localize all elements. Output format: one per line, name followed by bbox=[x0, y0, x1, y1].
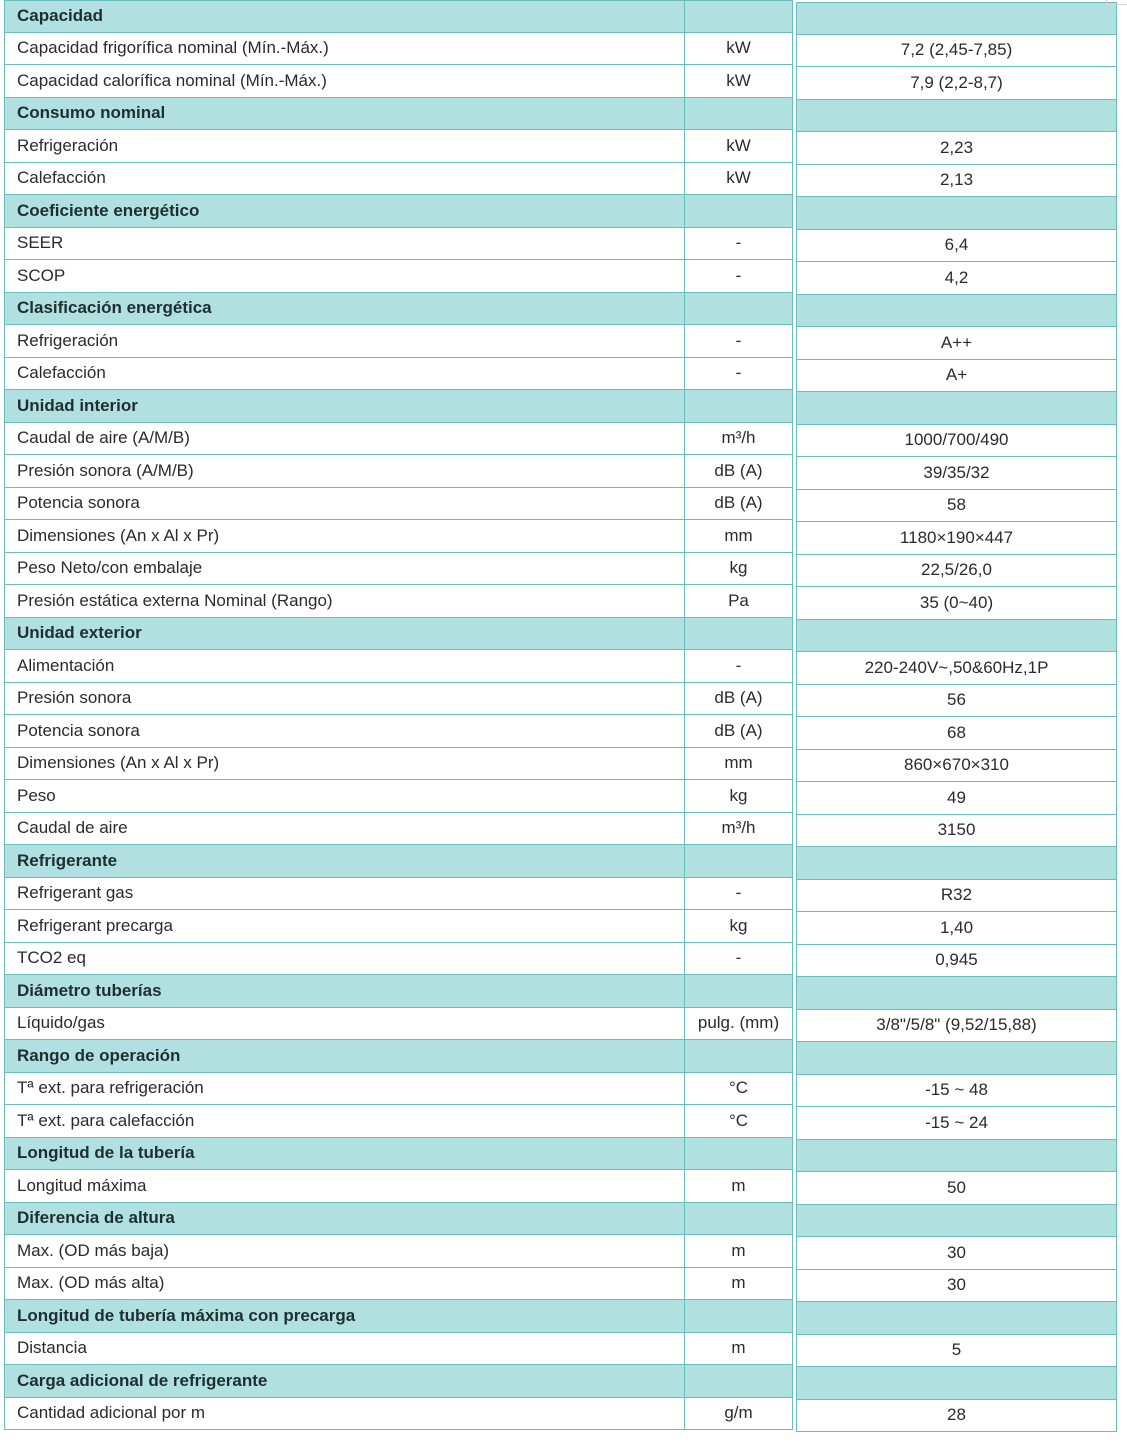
spec-unit bbox=[684, 1040, 793, 1073]
spec-value: 28 bbox=[796, 1400, 1117, 1433]
spec-unit: m bbox=[684, 1268, 793, 1301]
spec-row bbox=[0, 1008, 1127, 1041]
spec-row bbox=[0, 358, 1127, 391]
spec-value bbox=[796, 1140, 1117, 1173]
spec-unit: mm bbox=[684, 748, 793, 781]
section-header-row bbox=[0, 975, 1127, 1008]
spec-unit bbox=[684, 293, 793, 326]
spec-value bbox=[796, 977, 1117, 1010]
spec-row bbox=[0, 163, 1127, 196]
spec-label: Presión estática externa Nominal (Rango) bbox=[4, 585, 684, 618]
spec-value: -15 ~ 24 bbox=[796, 1107, 1117, 1140]
section-title: Consumo nominal bbox=[4, 98, 684, 131]
spec-value: 7,9 (2,2-8,7) bbox=[796, 67, 1117, 100]
spec-row bbox=[0, 260, 1127, 293]
spec-value: 3150 bbox=[796, 815, 1117, 848]
spec-value: 39/35/32 bbox=[796, 457, 1117, 490]
spec-label: Dimensiones (An x Al x Pr) bbox=[4, 748, 684, 781]
spec-unit: dB (A) bbox=[684, 683, 793, 716]
spec-unit: dB (A) bbox=[684, 455, 793, 488]
spec-value: 7,2 (2,45-7,85) bbox=[796, 35, 1117, 68]
section-title: Longitud de la tubería bbox=[4, 1138, 684, 1171]
spec-value bbox=[796, 197, 1117, 230]
spec-unit bbox=[684, 1138, 793, 1171]
spec-unit: kW bbox=[684, 33, 793, 66]
spec-unit: - bbox=[684, 358, 793, 391]
spec-row bbox=[0, 1268, 1127, 1301]
spec-unit bbox=[684, 195, 793, 228]
spec-unit bbox=[684, 0, 793, 33]
spec-label: Potencia sonora bbox=[4, 488, 684, 521]
spec-row bbox=[0, 1235, 1127, 1268]
spec-label: Presión sonora bbox=[4, 683, 684, 716]
spec-row bbox=[0, 520, 1127, 553]
spec-unit: - bbox=[684, 260, 793, 293]
spec-unit bbox=[684, 1203, 793, 1236]
section-title: Diferencia de altura bbox=[4, 1203, 684, 1236]
spec-row bbox=[0, 910, 1127, 943]
spec-row bbox=[0, 1398, 1127, 1431]
spec-row bbox=[0, 488, 1127, 521]
spec-unit: - bbox=[684, 650, 793, 683]
spec-label: Calefacción bbox=[4, 358, 684, 391]
section-title: Clasificación energética bbox=[4, 293, 684, 326]
spec-unit: kg bbox=[684, 910, 793, 943]
spec-label: Presión sonora (A/M/B) bbox=[4, 455, 684, 488]
spec-row bbox=[0, 423, 1127, 456]
spec-value: 30 bbox=[796, 1270, 1117, 1303]
spec-value: 2,23 bbox=[796, 132, 1117, 165]
spec-unit: mm bbox=[684, 520, 793, 553]
spec-label: Peso Neto/con embalaje bbox=[4, 553, 684, 586]
spec-row bbox=[0, 1073, 1127, 1106]
spec-unit: - bbox=[684, 878, 793, 911]
spec-unit: dB (A) bbox=[684, 715, 793, 748]
spec-unit: m bbox=[684, 1235, 793, 1268]
section-title: Diámetro tuberías bbox=[4, 975, 684, 1008]
spec-row bbox=[0, 553, 1127, 586]
section-header-row bbox=[0, 618, 1127, 651]
spec-unit: m³/h bbox=[684, 423, 793, 456]
spec-label: Líquido/gas bbox=[4, 1008, 684, 1041]
spec-label: Cantidad adicional por m bbox=[4, 1398, 684, 1431]
section-title: Unidad exterior bbox=[4, 618, 684, 651]
spec-label: Dimensiones (An x Al x Pr) bbox=[4, 520, 684, 553]
spec-value: A++ bbox=[796, 327, 1117, 360]
spec-value: 6,4 bbox=[796, 230, 1117, 263]
section-header-row bbox=[0, 845, 1127, 878]
spec-value: R32 bbox=[796, 880, 1117, 913]
spec-row bbox=[0, 33, 1127, 66]
spec-label: Max. (OD más baja) bbox=[4, 1235, 684, 1268]
spec-value bbox=[796, 100, 1117, 133]
spec-label: Max. (OD más alta) bbox=[4, 1268, 684, 1301]
spec-unit: - bbox=[684, 943, 793, 976]
spec-unit: Pa bbox=[684, 585, 793, 618]
spec-value bbox=[796, 847, 1117, 880]
spec-value: 4,2 bbox=[796, 262, 1117, 295]
section-title: Rango de operación bbox=[4, 1040, 684, 1073]
spec-label: Refrigerant precarga bbox=[4, 910, 684, 943]
spec-label: Potencia sonora bbox=[4, 715, 684, 748]
spec-label: Alimentación bbox=[4, 650, 684, 683]
spec-label: Caudal de aire (A/M/B) bbox=[4, 423, 684, 456]
spec-unit: dB (A) bbox=[684, 488, 793, 521]
spec-row bbox=[0, 878, 1127, 911]
spec-unit: kg bbox=[684, 553, 793, 586]
spec-label: Tª ext. para calefacción bbox=[4, 1105, 684, 1138]
spec-row bbox=[0, 65, 1127, 98]
section-title: Coeficiente energético bbox=[4, 195, 684, 228]
spec-unit bbox=[684, 1300, 793, 1333]
spec-value: 1,40 bbox=[796, 912, 1117, 945]
spec-unit bbox=[684, 618, 793, 651]
spec-value: 22,5/26,0 bbox=[796, 555, 1117, 588]
spec-unit: m³/h bbox=[684, 813, 793, 846]
section-title: Longitud de tubería máxima con precarga bbox=[4, 1300, 684, 1333]
spec-unit bbox=[684, 975, 793, 1008]
spec-value bbox=[796, 1042, 1117, 1075]
spec-value: 860×670×310 bbox=[796, 750, 1117, 783]
spec-row bbox=[0, 228, 1127, 261]
spec-row bbox=[0, 813, 1127, 846]
spec-unit bbox=[684, 1365, 793, 1398]
spec-unit bbox=[684, 98, 793, 131]
spec-row bbox=[0, 748, 1127, 781]
spec-unit bbox=[684, 845, 793, 878]
spec-label: SCOP bbox=[4, 260, 684, 293]
section-header-row bbox=[0, 1138, 1127, 1171]
spec-value: 220-240V~,50&60Hz,1P bbox=[796, 652, 1117, 685]
spec-value: 30 bbox=[796, 1237, 1117, 1270]
section-header-row bbox=[0, 0, 1127, 33]
spec-unit: g/m bbox=[684, 1398, 793, 1431]
spec-value bbox=[796, 620, 1117, 653]
spec-value bbox=[796, 295, 1117, 328]
spec-row bbox=[0, 1333, 1127, 1366]
spec-unit: °C bbox=[684, 1073, 793, 1106]
spec-label: Capacidad calorífica nominal (Mín.-Máx.) bbox=[4, 65, 684, 98]
section-header-row bbox=[0, 1203, 1127, 1236]
spec-label: Refrigerant gas bbox=[4, 878, 684, 911]
spec-value: 50 bbox=[796, 1172, 1117, 1205]
spec-value: 49 bbox=[796, 782, 1117, 815]
spec-unit: kW bbox=[684, 130, 793, 163]
spec-label: Refrigeración bbox=[4, 130, 684, 163]
spec-value bbox=[796, 1302, 1117, 1335]
spec-unit: pulg. (mm) bbox=[684, 1008, 793, 1041]
spec-row bbox=[0, 585, 1127, 618]
spec-label: Peso bbox=[4, 780, 684, 813]
spec-row bbox=[0, 130, 1127, 163]
section-header-row bbox=[0, 293, 1127, 326]
spec-unit: °C bbox=[684, 1105, 793, 1138]
spec-value: 0,945 bbox=[796, 945, 1117, 978]
spec-value: 56 bbox=[796, 685, 1117, 718]
spec-label: Distancia bbox=[4, 1333, 684, 1366]
spec-unit: - bbox=[684, 228, 793, 261]
spec-row bbox=[0, 943, 1127, 976]
spec-value: 35 (0~40) bbox=[796, 587, 1117, 620]
section-title: Unidad interior bbox=[4, 390, 684, 423]
spec-unit bbox=[684, 390, 793, 423]
section-header-row bbox=[0, 1365, 1127, 1398]
section-header-row bbox=[0, 390, 1127, 423]
spec-label: Calefacción bbox=[4, 163, 684, 196]
section-header-row bbox=[0, 195, 1127, 228]
spec-row bbox=[0, 715, 1127, 748]
spec-value bbox=[796, 392, 1117, 425]
spec-row bbox=[0, 325, 1127, 358]
spec-value: A+ bbox=[796, 360, 1117, 393]
spec-label: Capacidad frigorífica nominal (Mín.-Máx.) bbox=[4, 33, 684, 66]
section-header-row bbox=[0, 1040, 1127, 1073]
spec-row bbox=[0, 780, 1127, 813]
spec-label: Tª ext. para refrigeración bbox=[4, 1073, 684, 1106]
corner-mark bbox=[1106, 0, 1127, 5]
spec-value bbox=[796, 1205, 1117, 1238]
spec-value: 58 bbox=[796, 490, 1117, 523]
spec-value: 2,13 bbox=[796, 165, 1117, 198]
section-title: Carga adicional de refrigerante bbox=[4, 1365, 684, 1398]
spec-label: Refrigeración bbox=[4, 325, 684, 358]
spec-unit: - bbox=[684, 325, 793, 358]
section-title: Capacidad bbox=[4, 0, 684, 33]
spec-label: SEER bbox=[4, 228, 684, 261]
section-header-row bbox=[0, 1300, 1127, 1333]
spec-unit: m bbox=[684, 1333, 793, 1366]
spec-value: 1000/700/490 bbox=[796, 425, 1117, 458]
spec-value: 68 bbox=[796, 717, 1117, 750]
section-header-row bbox=[0, 98, 1127, 131]
spec-label: TCO2 eq bbox=[4, 943, 684, 976]
spec-label: Longitud máxima bbox=[4, 1170, 684, 1203]
spec-label: Caudal de aire bbox=[4, 813, 684, 846]
spec-value: -15 ~ 48 bbox=[796, 1075, 1117, 1108]
spec-unit: kg bbox=[684, 780, 793, 813]
section-title: Refrigerante bbox=[4, 845, 684, 878]
spec-value: 5 bbox=[796, 1335, 1117, 1368]
spec-row bbox=[0, 1105, 1127, 1138]
spec-row bbox=[0, 1170, 1127, 1203]
spec-value: 3/8"/5/8" (9,52/15,88) bbox=[796, 1010, 1117, 1043]
spec-unit: kW bbox=[684, 163, 793, 196]
spec-value: 1180×190×447 bbox=[796, 522, 1117, 555]
spec-row bbox=[0, 650, 1127, 683]
spec-row bbox=[0, 683, 1127, 716]
spec-value bbox=[796, 1367, 1117, 1400]
spec-unit: kW bbox=[684, 65, 793, 98]
spec-row bbox=[0, 455, 1127, 488]
spec-unit: m bbox=[684, 1170, 793, 1203]
spec-value bbox=[796, 2, 1117, 35]
